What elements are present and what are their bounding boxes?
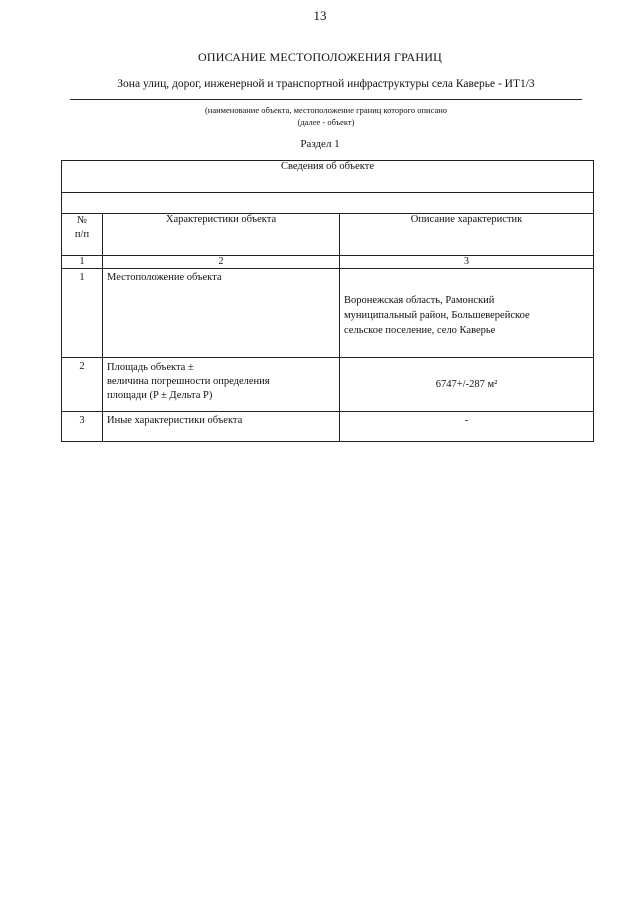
object-name-underline <box>70 99 582 100</box>
row-characteristic <box>103 358 340 412</box>
row-number: 2 <box>62 358 103 412</box>
header-description: Описание характеристик <box>340 214 594 256</box>
characteristic-line: Площадь объекта ± <box>107 362 194 373</box>
header-num-line: п/п <box>74 229 90 240</box>
page-number: 13 <box>313 8 327 23</box>
document-title: ОПИСАНИЕ МЕСТОПОЛОЖЕНИЯ ГРАНИЦ <box>198 50 442 64</box>
characteristic-line: величина погрешности определения <box>107 376 270 387</box>
table-header-row <box>62 214 594 256</box>
column-number: 3 <box>340 256 594 269</box>
object-note-line: (наименование объекта, местоположение границ которого описано <box>204 105 448 115</box>
table-row <box>62 412 594 442</box>
table-row <box>62 269 594 358</box>
section-title: Раздел 1 <box>300 138 340 150</box>
table-caption: Сведения об объекте <box>62 161 594 193</box>
row-description <box>340 269 594 358</box>
row-number: 3 <box>62 412 103 442</box>
description-line: муниципальный район, Большеверейское <box>344 310 530 321</box>
object-name-note <box>70 104 582 128</box>
object-name: Зона улиц, дорог, инженерной и транспортной инфраструктуры села Каверье - ИТ1/3 <box>117 78 535 90</box>
row-characteristic: Иные характеристики объекта <box>103 412 340 442</box>
header-characteristics: Характеристики объекта <box>103 214 340 256</box>
row-description: 6747+/-287 м² <box>340 358 594 412</box>
header-num-line: № <box>76 215 88 226</box>
characteristic-line: площади (P ± Дельта P) <box>107 390 213 401</box>
row-characteristic: Местоположение объекта <box>103 269 340 358</box>
object-info-table <box>61 160 594 442</box>
row-description: - <box>340 412 594 442</box>
blank-cell <box>62 193 594 214</box>
description-line: сельское поселение, село Каверье <box>344 325 496 336</box>
column-number: 1 <box>62 256 103 269</box>
table-blank-row <box>62 193 594 214</box>
table-caption-row <box>62 161 594 193</box>
header-num <box>62 214 103 256</box>
column-number-row <box>62 256 594 269</box>
object-note-line: (далее - объект) <box>297 117 355 127</box>
row-number: 1 <box>62 269 103 358</box>
table-row <box>62 358 594 412</box>
column-number: 2 <box>103 256 340 269</box>
description-line: Воронежская область, Рамонский <box>344 295 495 306</box>
